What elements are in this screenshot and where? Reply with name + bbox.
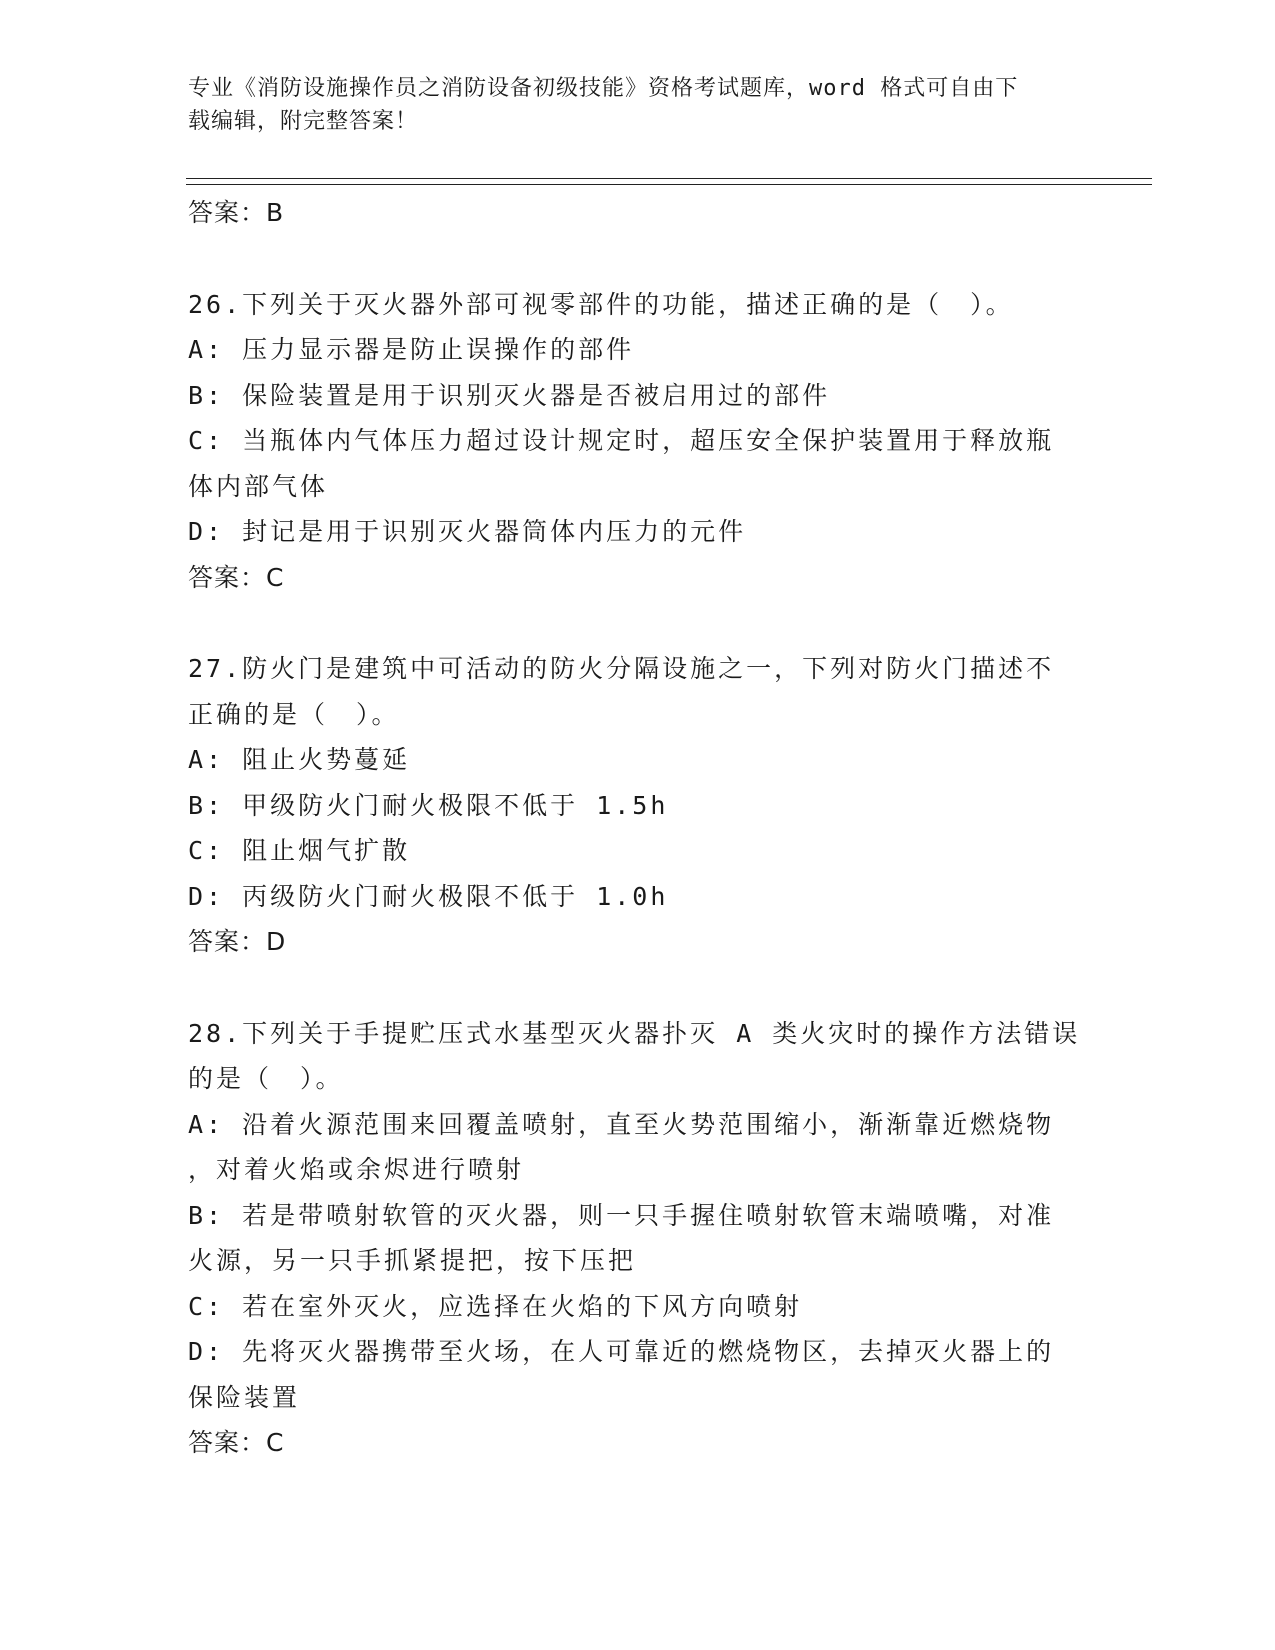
question-block [188,282,1088,601]
question-block [188,646,1088,965]
answer-label: 答案：C [188,1428,285,1457]
option-a-continued: ，对着火焰或余烬进行喷射 [188,1155,525,1184]
option-b: B: 甲级防火门耐火极限不低于 1.5h [188,790,669,820]
question-stem: 28.下列关于手提贮压式水基型灭火器扑灭 A 类火灾时的操作方法错误 [188,1018,1081,1048]
question-stem-continued: 的是（ ）。 [188,1064,344,1093]
option-b-continued: 火源，另一只手抓紧提把，按下压把 [188,1246,637,1275]
option-d: D: 丙级防火门耐火极限不低于 1.0h [188,881,669,911]
option-a: A: 压力显示器是防止误操作的部件 [188,335,635,364]
spacer [188,600,1088,646]
option-d: D: 封记是用于识别灭火器筒体内压力的元件 [188,517,747,546]
option-a: A: 阻止火势蔓延 [188,745,411,774]
option-d-continued: 保险装置 [188,1382,301,1412]
option-a: A: 沿着火源范围来回覆盖喷射，直至火势范围缩小，渐渐靠近燃烧物 [188,1109,1055,1139]
header-rule-top [186,178,1152,179]
document-header [188,72,1068,138]
answer-label: 答案：D [188,927,287,956]
question-block [188,1011,1088,1466]
option-c-continued: 体内部气体 [188,471,329,501]
option-c: C: 当瓶体内气体压力超过设计规定时，超压安全保护装置用于释放瓶 [188,426,1055,455]
question-stem-continued: 正确的是（ ）。 [188,699,400,729]
spacer [188,236,1088,282]
header-rule-bottom [186,184,1152,185]
question-stem: 27.防火门是建筑中可活动的防火分隔设施之一，下列对防火门描述不 [188,654,1055,683]
header-line-2: 载编辑，附完整答案！ [188,109,419,134]
option-d: D: 先将灭火器携带至火场，在人可靠近的燃烧物区，去掉灭火器上的 [188,1337,1055,1366]
answer-label: 答案：C [188,562,285,592]
answer-label: 答案：B [188,198,285,227]
question-stem: 26.下列关于灭火器外部可视零部件的功能，描述正确的是（ ）。 [188,289,1014,319]
option-b: B: 保险装置是用于识别灭火器是否被启用过的部件 [188,380,831,410]
question-content [188,190,1088,1466]
option-c: C: 阻止烟气扩散 [188,836,411,865]
option-b: B: 若是带喷射软管的灭火器，则一只手握住喷射软管末端喷嘴，对准 [188,1200,1055,1230]
option-c: C: 若在室外灭火，应选择在火焰的下风方向喷射 [188,1291,803,1321]
spacer [188,965,1088,1011]
header-line-1: 专业《消防设施操作员之消防设备初级技能》资格考试题库，word 格式可自由下 [188,76,1019,101]
